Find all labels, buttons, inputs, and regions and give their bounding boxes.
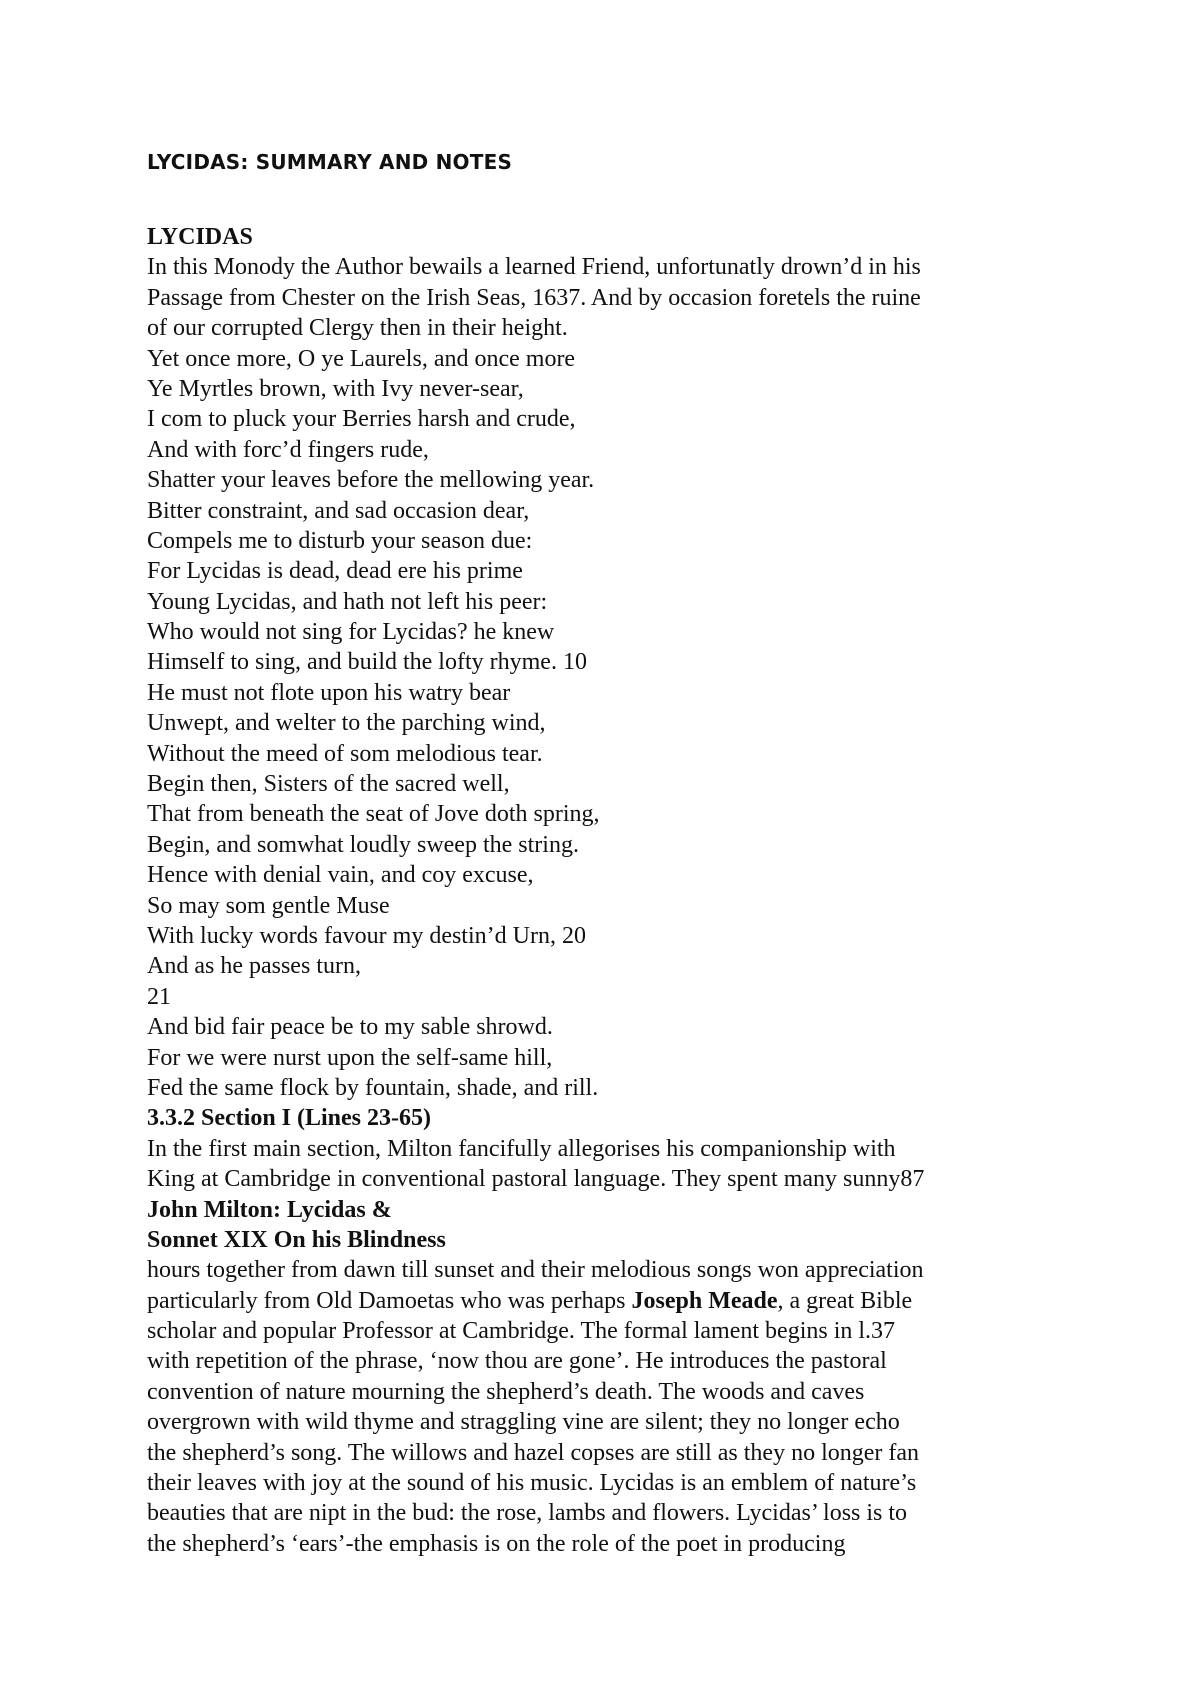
text-run: , a great Bible [777,1287,913,1314]
document-header: LYCIDAS: SUMMARY AND NOTES [147,150,513,174]
continuation-line: their leaves with joy at the sound of his music. Lycidas is an emblem of nature’s [147,1470,917,1497]
document-body [147,222,1027,1559]
poem-line: Shatter your leaves before the mellowing year. [147,467,595,494]
section-line: King at Cambridge in conventional pastoral language. They spent many sunny87 [147,1166,925,1193]
poem-line: Compels me to disturb your season due: [147,527,533,554]
poem-line: Unwept, and welter to the parching wind, [147,710,546,737]
poem-line: That from beneath the seat of Jove doth spring, [147,801,600,828]
poem-line: Yet once more, O ye Laurels, and once more [147,345,576,372]
poem-line: And bid fair peace be to my sable shrowd. [147,1014,553,1041]
poem-line: Bitter constraint, and sad occasion dear, [147,497,530,524]
poem-line: For we were nurst upon the self-same hill, [147,1044,553,1071]
poem-line: I com to pluck your Berries harsh and crude, [147,406,576,433]
continuation-line: convention of nature mourning the shepherd’s death. The woods and caves [147,1378,865,1405]
poem-line: Young Lycidas, and hath not left his peer: [147,588,548,615]
poem-line: So may som gentle Muse [147,892,390,919]
poem-line: Hence with denial vain, and coy excuse, [147,862,534,889]
poem-line: Fed the same flock by fountain, shade, and rill. [147,1074,599,1101]
poem-line: With lucky words favour my destin’d Urn, 20 [147,922,586,949]
poem-line: Begin, and somwhat loudly sweep the string. [147,831,579,858]
intro-line: Passage from Chester on the Irish Seas, 1637. And by occasion foretels the ruine [147,284,921,311]
poem-line: And with forc’d fingers rude, [147,436,429,463]
poem-title: LYCIDAS [147,224,253,250]
continuation-line: the shepherd’s song. The willows and hazel copses are still as they no longer fan [147,1439,920,1466]
continuation-line: with repetition of the phrase, ‘now thou are gone’. He introduces the pastoral [147,1348,887,1375]
poem-line: And as he passes turn, [147,953,361,980]
running-head: John Milton: Lycidas & [147,1196,392,1223]
continuation-line: overgrown with wild thyme and straggling vine are silent; they no longer echo [147,1409,900,1436]
continuation-line: beauties that are nipt in the bud: the rose, lambs and flowers. Lycidas’ loss is to [147,1500,908,1527]
poem-line: Who would not sing for Lycidas? he knew [147,619,555,646]
text-run: particularly from Old Damoetas who was perhaps [147,1287,632,1314]
bold-name: Joseph Meade [631,1287,778,1314]
section-heading: 3.3.2 Section I (Lines 23-65) [147,1105,431,1132]
continuation-line: hours together from dawn till sunset and their melodious songs won appreciation [147,1257,924,1284]
continuation-line: scholar and popular Professor at Cambridge. The formal lament begins in l.37 [147,1318,896,1345]
section-line: In the first main section, Milton fancifully allegorises his companionship with [147,1135,896,1162]
poem-line: Begin then, Sisters of the sacred well, [147,771,510,798]
page-number: 21 [147,983,171,1010]
intro-line: of our corrupted Clergy then in their height. [147,315,568,342]
poem-line: Ye Myrtles brown, with Ivy never-sear, [147,375,524,402]
continuation-line: the shepherd’s ‘ears’-the emphasis is on the role of the poet in producing [147,1530,846,1557]
poem-line: Without the meed of som melodious tear. [147,740,543,767]
continuation-line [147,1286,1027,1316]
poem-line: He must not flote upon his watry bear [147,679,511,706]
running-head: Sonnet XIX On his Blindness [147,1226,446,1253]
poem-line: Himself to sing, and build the lofty rhyme. 10 [147,649,587,676]
intro-line: In this Monody the Author bewails a learned Friend, unfortunatly drown’d in his [147,254,921,281]
poem-line: For Lycidas is dead, dead ere his prime [147,558,523,585]
